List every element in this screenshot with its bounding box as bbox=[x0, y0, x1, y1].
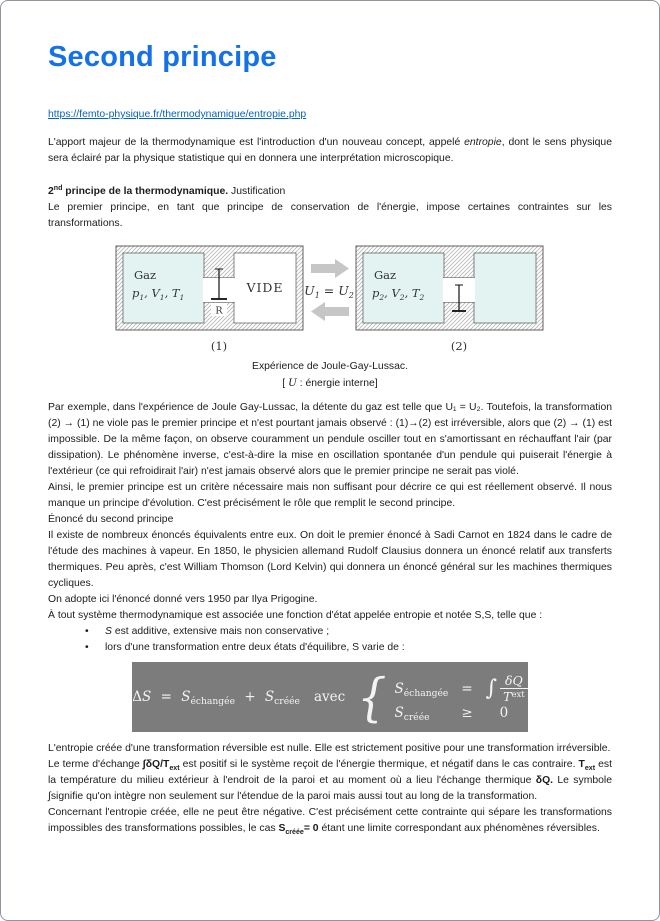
paragraph-exemple: Par exemple, dans l'expérience de Joule Gay-Lussac, la détente du gaz est telle que U₁ = U₂. Toutefois, la transformation (2) → (1) ne viole pas le premier principe et n'est pourtant jamais observé : (1)→(2) est irréversible, alors que (2) → (1) est impossible. De la même façon, on observe couramment un pendule osciller tout en s'amortissant en réchauffant l'air (par dissipation). Le phénomène inverse, c'est-à-dire la mise en oscillation spontanée d'un pendule qui puiserait l'énergie à l'extérieur (ce qui refroidirait l'air) n'est jamais observé alors que le premier principe ne serait pas violé. bbox=[48, 402, 612, 477]
delta-symbol: Δ bbox=[132, 689, 143, 705]
figure-caption bbox=[48, 359, 612, 392]
paragraph-concernant: Concernant l'entropie créée, elle ne peut être négative. C'est précisément cette contrainte qui sépare les transformations impossibles des transformations possibles, le cas $S_{créée}= 0$ étant une limite correspondant aux phénomènes réversibles. bbox=[48, 807, 612, 836]
entropy-symbol: S bbox=[142, 689, 152, 705]
bullet-item-additive bbox=[48, 624, 612, 640]
valve-1-label: R bbox=[215, 305, 223, 317]
row1-lhs: $S_{échangée}$ bbox=[394, 680, 449, 699]
gas-1-params: $p_1$, $V_1$, $T_1$ bbox=[132, 286, 185, 302]
paragraph-reversible: L'entropie créée d'une transformation réversible est nulle. Elle est strictement positive pour une transformation irréversible. bbox=[48, 743, 611, 754]
bullet-icon: • bbox=[85, 626, 89, 637]
section-heading: 2nd principe de la thermodynamique. Justification bbox=[48, 185, 286, 197]
figure-caption-line1: Expérience de Joule-Gay-Lussac. bbox=[252, 361, 408, 372]
gas-1-label: Gaz bbox=[134, 268, 157, 282]
paragraph-enonce-titre: Énoncé du second principe bbox=[48, 514, 174, 525]
source-link[interactable]: https://femto-physique.fr/thermodynamique/entropie.php bbox=[48, 109, 307, 120]
heat-fraction bbox=[500, 673, 528, 704]
arrow-right-icon bbox=[311, 259, 349, 278]
arrow-left-icon bbox=[311, 302, 349, 321]
internal-energy-label: $U_1 = U_2$ bbox=[304, 283, 354, 300]
figure-caption-line2: [ U : énergie interne] bbox=[282, 377, 378, 389]
gas-2-label: Gaz bbox=[374, 268, 397, 282]
joule-gay-lussac-figure bbox=[48, 241, 612, 392]
plus-sign: + bbox=[244, 689, 256, 705]
gas-2-params: $p_2$, $V_2$, $T_2$ bbox=[372, 286, 425, 302]
row1-rhs bbox=[486, 673, 528, 704]
paragraph-systeme: À tout système thermodynamique est associée une fonction d'état appelée entropie et notée S,S, telle que : bbox=[48, 610, 543, 621]
entropy-formula: $\Delta S = S_{échangée} + S_{créée}$ avec { $S_{échangée}$ = ∫ $\frac{\delta Q}{T^{ext}}$ $S_{créée}$ ≥ 0 bbox=[132, 662, 528, 732]
bullet-item-transformation bbox=[48, 640, 612, 656]
paragraph-adopte: On adopte ici l'énoncé donné vers 1950 par Ilya Prigogine. bbox=[48, 594, 318, 605]
joule-gay-lussac-diagram bbox=[115, 241, 545, 356]
bullet-text-additive: S est additive, extensive mais non conservative ; bbox=[105, 626, 330, 637]
row2-lhs: $S_{créée}$ bbox=[394, 705, 430, 723]
equals-sign: = bbox=[160, 689, 172, 705]
fraction-numerator: δQ bbox=[505, 673, 523, 688]
vessel-2-number: (2) bbox=[450, 339, 468, 353]
paragraph-contraintes: Le premier principe, en tant que principe de conservation de l'énergie, impose certaines contraintes sur les transformations. bbox=[48, 202, 612, 229]
bullet-text-transformation: lors d'une transformation entre deux états d'équilibre, S varie de : bbox=[105, 642, 405, 653]
formula-system bbox=[395, 673, 528, 721]
intro-paragraph: L'apport majeur de la thermodynamique est l'introduction d'un nouveau concept, appelé entropie, dont le sens physique sera éclairé par la physique statistique qui en donnera une interprétation microscopique. bbox=[48, 137, 612, 164]
gas-chamber-2b bbox=[474, 253, 536, 323]
exchanged-subscript: échangée bbox=[190, 696, 236, 707]
zero-value: 0 bbox=[499, 705, 509, 721]
vide-label: VIDE bbox=[246, 280, 284, 295]
paragraph-ainsi: Ainsi, le premier principe est un critère nécessaire mais non suffisant pour décrire ce qui est réellement observé. Il nous manque un principe d'évolution. C'est précisément le rôle que remplit le second principe. bbox=[48, 482, 612, 509]
row1-relation: = bbox=[461, 680, 473, 697]
integral-symbol: ∫ bbox=[485, 676, 498, 701]
paragraph-terme-echange: Le terme d'échange $\int\delta Q/T_{ext}$ est positif si le système reçoit de l'énergie thermique, et négatif dans le cas contraire. $T_{ext}$ est la température du milieu extérieur à l'endroit de la paroi et au moment où a lieu l'échange thermique δQ. Le symbole ∫signifie qu'on intègre non seulement sur l'étendue de la paroi mais aussi tout au long de la transformation. bbox=[48, 759, 612, 802]
entropy-created-symbol: S bbox=[264, 689, 275, 705]
avec-label: avec bbox=[313, 689, 346, 705]
paragraph-histoire: Il existe de nombreux énoncés équivalents entre eux. On doit le premier énoncé à Sadi Carnot en 1824 dans le cadre de l'étude des machines à vapeur. En 1850, le physicien allemand Rudolf Clausius donnera un énoncé relatif aux transferts thermiques. Peu après, c'est William Thomson (Lord Kelvin) qui donnera un énoncé général sur les machines thermiques cycliques. bbox=[48, 530, 612, 589]
bullet-icon: • bbox=[85, 642, 89, 653]
fraction-denominator: $T^{ext}$ bbox=[500, 688, 528, 704]
row2-relation: ≥ bbox=[461, 705, 473, 721]
page-title: Second principe bbox=[48, 41, 277, 73]
entropy-exchanged-symbol: S bbox=[181, 689, 191, 705]
vessel-1-number: (1) bbox=[210, 339, 228, 353]
formula-left-side bbox=[132, 689, 300, 705]
created-subscript: créée bbox=[274, 696, 300, 707]
